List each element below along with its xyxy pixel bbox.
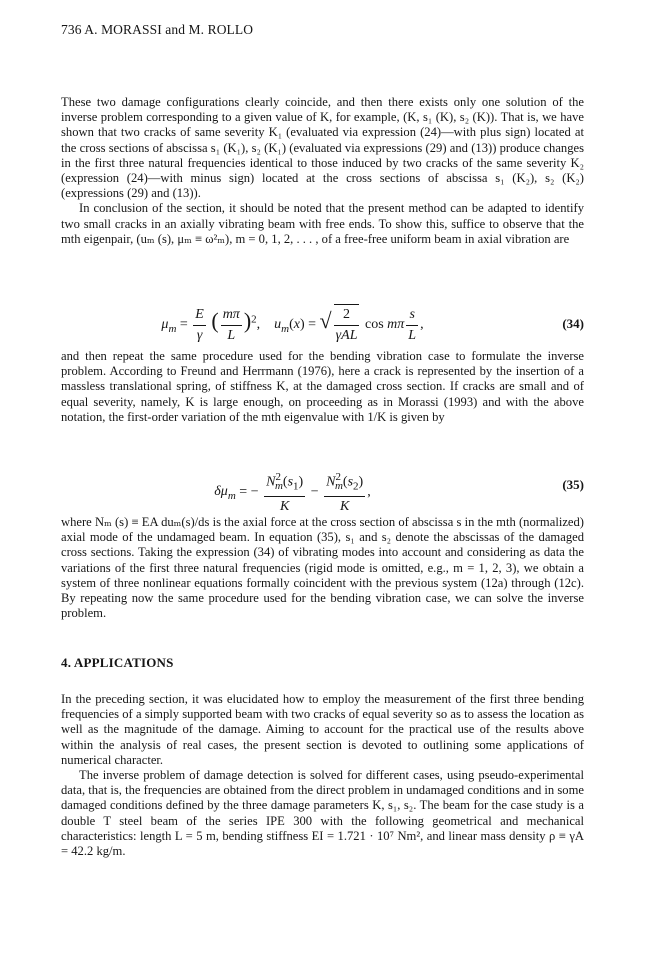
paragraph-5: In the preceding section, it was elucidated how to employ the measurement of the first three bending frequencies of a simply supported beam with two cracks of equal severity so as to assess the location as well as the magnitude of the damage. Aiming to account for the practical use of the results above within the analysis of real cases, the present section is devoted to outlining some applications of numerical character. bbox=[61, 692, 584, 767]
body-text-block-4 bbox=[61, 692, 584, 859]
paragraph-1: These two damage configurations clearly coincide, and then there exists only one solution of the inverse problem corresponding to a given value of K, for example, (K, s₁ (K), s₂ (K)). That is, we have shown that two cracks of same severity K₁ (evaluated via expression (24)—with plus sign) located at the cross sections of abscissa s₁ (K₁), s₂ (K₁) (evaluated via expressions (29) and (13)) produce changes in the first three natural frequencies identical to those induced by two cracks of the same severity K₂ (expression (24)—with minus sign) located at the cross sections of abscissa s₁ (K₂), s₂ (K₂) (expressions (29) and (13)). bbox=[61, 95, 584, 201]
body-text-block-2 bbox=[61, 349, 584, 425]
equation-34-formula: $\mu_m$ = $\frac{E}{\gamma}$ ( $\frac{m\pi}{L}$ )$^2$, $u_m(x)$ = √ $\frac{2}{\text{γAL}}$ cos mπ $\frac{s}{L}$ , bbox=[61, 304, 524, 346]
body-text-block-3 bbox=[61, 515, 584, 621]
paragraph-3: and then repeat the same procedure used for the bending vibration case to formulate the inverse problem. According to Freund and Herrmann (1976), here a crack is represented by the insertion of a massless translational spring, of stiffness K, at the damaged cross section. If cracks are small and of equal severity, namely, K is large enough, on proceeding as in Morassi (1993) and with the above notation, the first-order variation of the mth eigenvalue with 1/K is given by bbox=[61, 349, 584, 424]
equation-35-formula: $\delta\mu_m$ = − $\frac{N^2_m(s_1)}{K}$ − $\frac{N^2_m(s_2)}{K}$ , bbox=[61, 467, 524, 517]
body-text-block-1 bbox=[61, 95, 584, 247]
running-head: 736 A. MORASSI and M. ROLLO bbox=[61, 22, 254, 37]
paragraph-4: where Nₘ (s) ≡ EA duₘ(s)/ds is the axial force at the cross section of abscissa s in the mth (normalized) axial mode of the undamaged beam. In equation (35), s₁ and s₂ denote the abscissas of the damaged cross sections. Taking the expression (34) of vibrating modes into account and considering as data the variations of the first three natural frequencies (rigid mode is omitted, e.g., m = 1, 2, 3), we obtain a system of three nonlinear equations formally coincident with the previous system (12a) through (12c). By repeating now the same procedure used for the bending vibration case, we can solve the inverse problem. bbox=[61, 515, 584, 621]
paragraph-2: In conclusion of the section, it should be noted that the present method can be adapted to identify two small cracks in an axially vibrating beam with free ends. To show this, suffice to observe that the mth eigenpair, (uₘ (s), μₘ ≡ ω²ₘ), m = 0, 1, 2, . . . , of a free-free uniform beam in axial vibration are bbox=[61, 201, 584, 246]
equation-34-number: (34) bbox=[562, 316, 584, 331]
paragraph-6: The inverse problem of damage detection is solved for different cases, using pseudo-experimental data, that is, the frequencies are obtained from the direct problem in undamaged conditions and in some damaged conditions defined by the three damage parameters K, s₁, s₂. The beam for the case study is a double T steel beam of the series IPE 300 with the following geometrical and mechanical characteristics: length L = 5 m, bending stiffness EI = 1.721 · 10⁷ Nm², and linear mass density ρ ≡ γA = 42.2 kg/m. bbox=[61, 768, 584, 859]
section-heading: 4. APPLICATIONS bbox=[61, 655, 174, 670]
equation-35-number: (35) bbox=[562, 477, 584, 492]
